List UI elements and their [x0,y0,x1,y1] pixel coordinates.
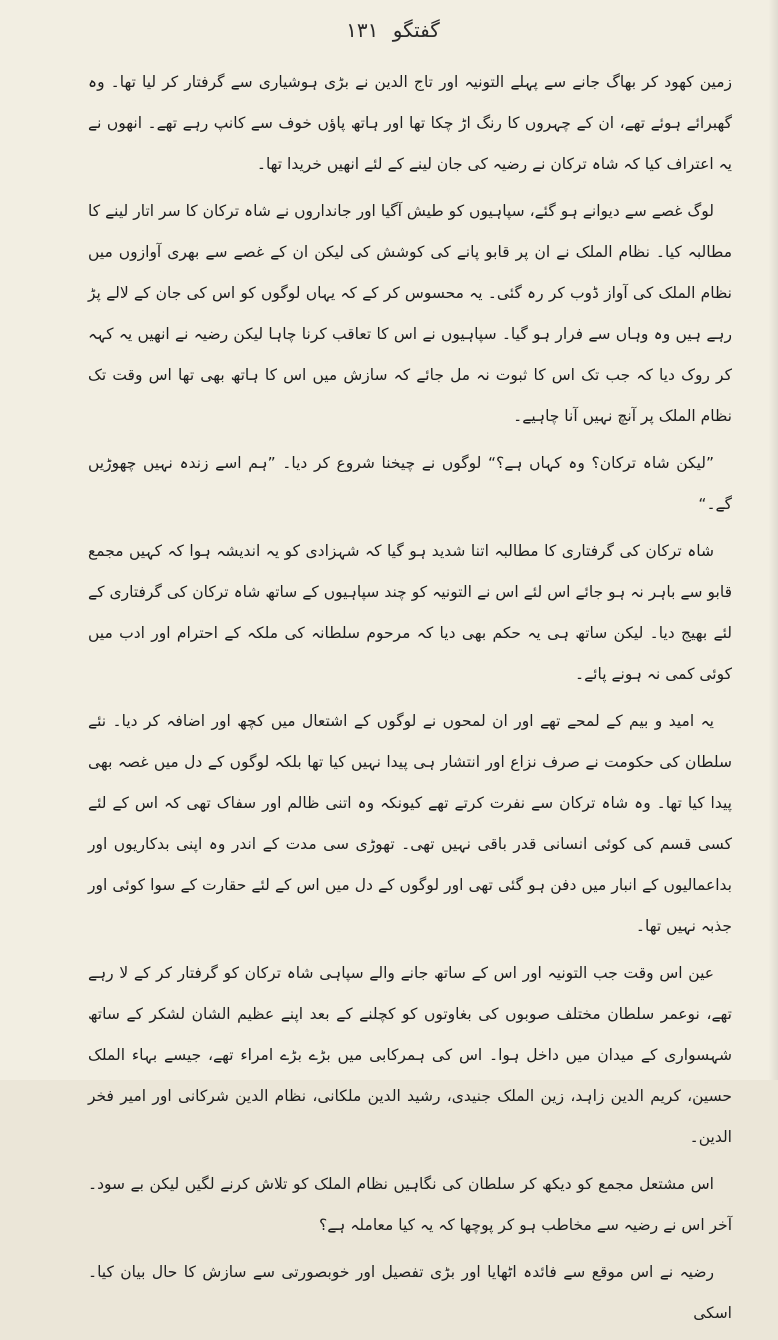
running-title: گفتگو [392,18,440,42]
paragraph: عین اس وقت جب التونیہ اور اس کے ساتھ جانے والے سپاہی شاہ ترکان کو گرفتار کر کے لا رہے تھے، نوعمر سلطان مختلف صوبوں کی بغاوتوں کو کچلنے کے بعد اپنے عظیم الشان لشکر کے ساتھ شہسواری کے میدان میں داخل ہوا۔ اس کی ہمرکابی میں بڑے بڑے امراء تھے، جیسے بہاء الملک حسین، کریم الدین زاہد، زین الملک جنیدی، رشید الدین ملکانی، نظام الدین شرکانی اور امیر فخر الدین۔ [88,964,732,1146]
paragraph: ”لیکن شاہ ترکان؟ وہ کہاں ہے؟“ لوگوں نے چیخنا شروع کر دیا۔ ”ہم اسے زندہ نہیں چھوڑیں گے۔“ [88,454,732,513]
page-header [0,18,778,42]
paragraph: شاہ ترکان کی گرفتاری کا مطالبہ اتنا شدید ہو گیا کہ شہزادی کو یہ اندیشہ ہوا کہ کہیں مجمع قابو سے باہر نہ ہو جائے اس لئے اس نے التونیہ کو چند سپاہیوں کے ساتھ شاہ ترکان کی گرفتاری کے لئے بھیج دیا۔ لیکن ساتھ ہی یہ حکم بھی دیا کہ مرحوم سلطانہ کی ملکہ کے احترام اور ادب میں کوئی کمی نہ ہونے پائے۔ [88,542,732,683]
paragraph: رضیہ نے اس موقع سے فائدہ اٹھایا اور بڑی تفصیل اور خوبصورتی سے سازش کا حال بیان کیا۔ اسکی [88,1263,732,1322]
paragraph: زمین کھود کر بھاگ جانے سے پہلے التونیہ اور تاج الدین نے بڑی ہوشیاری سے گرفتار کر لیا تھا۔ وہ گھبرائے ہوئے تھے، ان کے چہروں کا رنگ اڑ چکا تھا اور ہاتھ پاؤں خوف سے کانپ رہے تھے۔ انھوں نے یہ اعتراف کیا کہ شاہ ترکان نے رضیہ کی جان لینے کے لئے انھیں خریدا تھا۔ [88,73,732,173]
body-text [88,62,732,1340]
paragraph: لوگ غصے سے دیوانے ہو گئے، سپاہیوں کو طیش آگیا اور جانداروں نے شاہ ترکان کا سر اتار لینے کا مطالبہ کیا۔ نظام الملک نے ان پر قابو پانے کی کوشش کی لیکن ان کے غصے سے بھری آوازوں میں نظام الملک کی آواز ڈوب کر رہ گئی۔ یہ محسوس کر کے کہ یہاں لوگوں کو اس کی جان کے لالے پڑ رہے ہیں وہ وہاں سے فرار ہو گیا۔ سپاہیوں نے اس کا تعاقب کرنا چاہا لیکن رضیہ نے انھیں یہ کہہ کر روک دیا کہ جب تک اس کا ثبوت نہ مل جائے کہ سازش میں اس کا ہاتھ بھی تھا اس وقت تک نظام الملک پر آنچ نہیں آنا چاہیے۔ [88,202,732,425]
page-edge-shadow [768,0,778,1080]
paragraph: اس مشتعل مجمع کو دیکھ کر سلطان کی نگاہیں نظام الملک کو تلاش کرنے لگیں لیکن بے سود۔ آخر اس نے رضیہ سے مخاطب ہو کر پوچھا کہ یہ کیا معاملہ ہے؟ [88,1175,732,1234]
page-number: ۱۳۱ [346,18,379,42]
paragraph: یہ امید و بیم کے لمحے تھے اور ان لمحوں نے لوگوں کے اشتعال میں کچھ اور اضافہ کر دیا۔ نئے سلطان کی حکومت نے صرف نزاع اور انتشار ہی پیدا نہیں کیا تھا بلکہ لوگوں کے دل میں غصہ بھی پیدا کیا تھا۔ وہ شاہ ترکان سے نفرت کرتے تھے کیونکہ وہ اتنی ظالم اور سفاک تھی کہ اس کے لئے کسی قسم کی کوئی انسانی قدر باقی نہیں تھی۔ تھوڑی سی مدت کے اندر وہ اپنی بدکاریوں اور بداعمالیوں کے انبار میں دفن ہو گئی تھی اور لوگوں کے دل میں اس کے لئے حقارت کے سوا کوئی اور جذبہ نہیں تھا۔ [88,712,732,935]
